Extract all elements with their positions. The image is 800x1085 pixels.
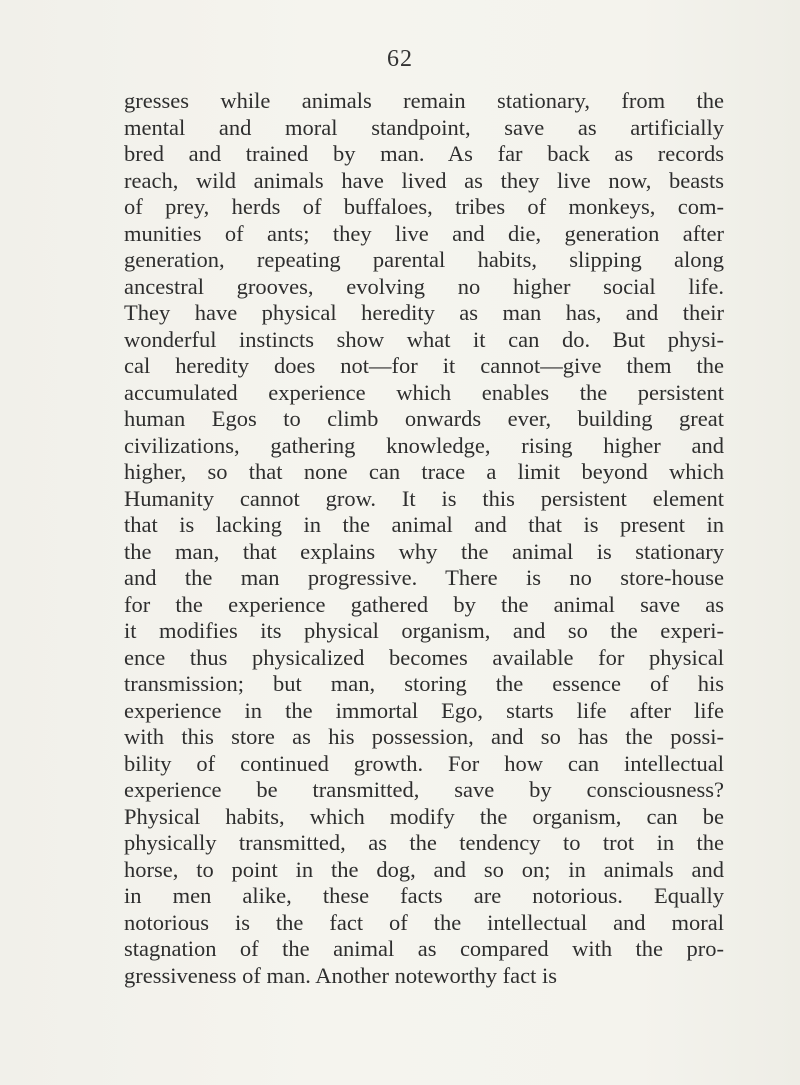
text-line: human Egos to climb onwards ever, building great	[124, 406, 724, 431]
text-line: bred and trained by man. As far back as records	[124, 141, 724, 166]
text-line: horse, to point in the dog, and so on; in animals and	[124, 856, 724, 882]
text-line: the man, that explains why the animal is stationary	[124, 538, 724, 564]
body-text	[124, 88, 724, 989]
text-line: gresses while animals remain stationary, from the	[124, 88, 724, 113]
text-line: transmission; but man, storing the essence of his	[124, 671, 724, 696]
text-line: Humanity cannot grow. It is this persistent element	[124, 485, 724, 511]
text-line: in men alike, these facts are notorious. Equally	[124, 883, 724, 908]
text-line: reach, wild animals have lived as they live now, beasts	[124, 167, 724, 193]
text-line: munities of ants; they live and die, generation after	[124, 220, 724, 246]
text-line: cal heredity does not—for it cannot—give them the	[124, 353, 724, 378]
text-line: that is lacking in the animal and that is present in	[124, 512, 724, 537]
text-line: it modifies its physical organism, and so the experi-	[124, 618, 724, 643]
text-line: higher, so that none can trace a limit beyond which	[124, 459, 724, 484]
text-line: of prey, herds of buffaloes, tribes of monkeys, com-	[124, 194, 724, 219]
text-line: accumulated experience which enables the persistent	[124, 379, 724, 405]
text-line: physically transmitted, as the tendency to trot in the	[124, 830, 724, 855]
text-line: ancestral grooves, evolving no higher social life.	[124, 273, 724, 299]
text-line: They have physical heredity as man has, and their	[124, 300, 724, 325]
text-line: civilizations, gathering knowledge, rising higher and	[124, 432, 724, 458]
text-line: and the man progressive. There is no store-house	[124, 565, 724, 590]
text-line: notorious is the fact of the intellectual and moral	[124, 909, 724, 935]
page-number: 62	[387, 46, 413, 72]
text-line: ence thus physicalized becomes available for physical	[124, 644, 724, 670]
text-line: for the experience gathered by the animal save as	[124, 591, 724, 617]
text-line: with this store as his possession, and so has the possi-	[124, 724, 724, 749]
text-line: generation, repeating parental habits, slipping along	[124, 247, 724, 272]
text-line: stagnation of the animal as compared with the pro-	[124, 936, 724, 961]
text-line: bility of continued growth. For how can intellectual	[124, 750, 724, 776]
text-line: Physical habits, which modify the organism, can be	[124, 803, 724, 829]
text-line: experience be transmitted, save by consciousness?	[124, 777, 724, 802]
text-line: mental and moral standpoint, save as artificially	[124, 114, 724, 140]
text-line: experience in the immortal Ego, starts life after life	[124, 697, 724, 723]
text-line: gressiveness of man. Another noteworthy fact is	[124, 962, 558, 988]
text-line: wonderful instincts show what it can do. But physi-	[124, 326, 724, 352]
